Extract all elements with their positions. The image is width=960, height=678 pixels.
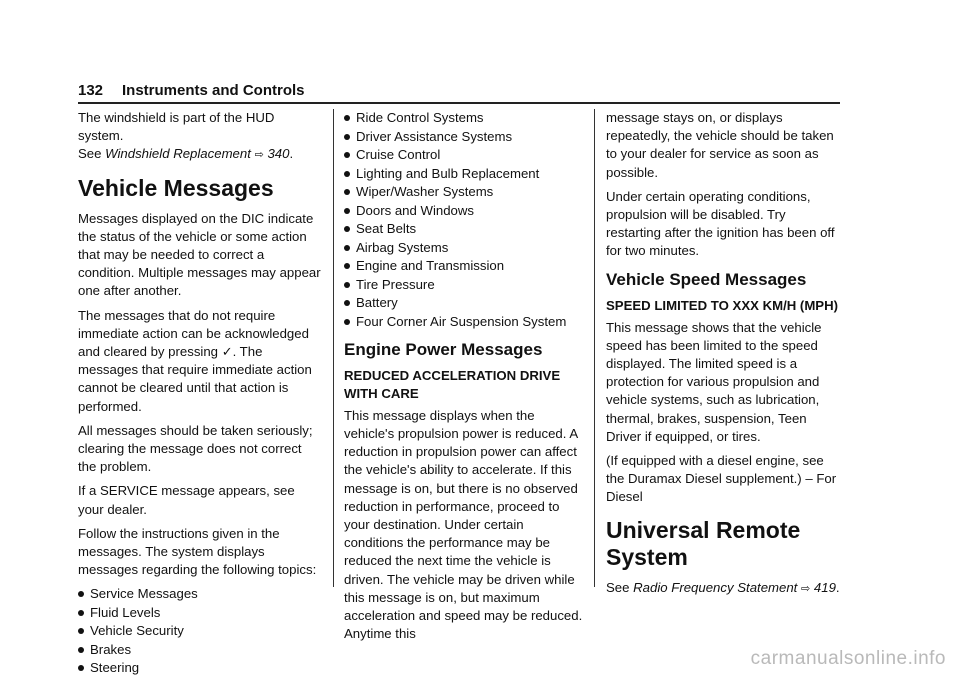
list-item: Airbag Systems	[344, 239, 584, 257]
paragraph-instructions: Follow the instructions given in the messages. The system displays messages regarding the following topics:	[78, 525, 317, 578]
topics-list-1	[78, 585, 322, 677]
heading-reduced-acceleration: REDUCED ACCELERATION DRIVE WITH CARE	[344, 367, 561, 401]
paragraph-service: If a SERVICE message appears, see your dealer.	[78, 483, 295, 517]
column-3	[606, 109, 844, 604]
bullet-icon	[344, 115, 350, 121]
paragraph-diesel: (If equipped with a diesel engine, see the Duramax Diesel supplement.) – For Diesel	[606, 453, 837, 505]
bullet-icon	[344, 189, 350, 195]
column-divider-2	[594, 109, 595, 587]
bullet-icon	[78, 665, 84, 671]
page-ref-340[interactable]: 340	[267, 146, 290, 162]
bullet-icon	[344, 134, 350, 140]
page-number: 132	[78, 82, 104, 99]
column-1	[78, 109, 322, 678]
page-ref-arrow-icon: ⇨	[254, 149, 264, 162]
list-item: Driver Assistance Systems	[344, 128, 584, 146]
bullet-icon	[344, 152, 350, 158]
paragraph-seriously: All messages should be taken seriously; clearing the message does not correct the problem.	[78, 422, 313, 475]
hud-intro: The windshield is part of the HUD system. See Windshield Replacement ⇨ 340.	[78, 110, 294, 162]
radio-frequency-link[interactable]: Radio Frequency Statement	[633, 579, 798, 595]
page-ref-419[interactable]: 419	[813, 579, 836, 595]
bullet-icon	[78, 647, 84, 653]
list-item: Battery	[344, 294, 584, 312]
list-item: Engine and Transmission	[344, 257, 584, 275]
paragraph-speed-limited: This message shows that the vehicle speed has been limited to the speed displayed. The limited speed is a protection for various propulsion and vehicle systems, such as lubrication, thermal, brakes, suspension, Teen Driver if equipped, or tires.	[606, 319, 822, 444]
column-2	[344, 109, 584, 649]
list-item: Four Corner Air Suspension System	[344, 313, 584, 331]
topics-list-2	[344, 109, 584, 331]
column-divider-1	[333, 109, 334, 587]
bullet-icon	[344, 300, 350, 306]
watermark: carmanualsonline.info	[750, 648, 946, 669]
heading-speed-limited: SPEED LIMITED TO XXX KM/H (MPH)	[606, 297, 839, 313]
list-item: Doors and Windows	[344, 202, 584, 220]
page-header	[78, 80, 840, 104]
paragraph-message-stays: message stays on, or displays repeatedly, the vehicle should be taken to your dealer for service as soon as possible.	[606, 110, 834, 180]
bullet-icon	[344, 263, 350, 269]
list-item: Seat Belts	[344, 220, 584, 238]
list-item: Wiper/Washer Systems	[344, 183, 584, 201]
heading-universal-remote-system: Universal Remote System	[606, 516, 801, 570]
paragraph-propulsion-disabled: Under certain operating conditions, propulsion will be disabled. Try restarting after the ignition has been off for two minutes.	[606, 188, 835, 259]
section-title: Instruments and Controls	[122, 82, 305, 99]
bullet-icon	[78, 610, 84, 616]
bullet-icon	[344, 226, 350, 232]
paragraph-reduced-acceleration: This message displays when the vehicle's propulsion power is reduced. A reduction in propulsion power can affect the vehicle's ability to accelerate. If this message is on, but there is no observed reduction in performance, proceed to your destination. Under certain conditions the performance may be reduced the next time the vehicle is driven. The vehicle may be driven while this message is on, but maximum acceleration and speed may be reduced. Anytime this	[344, 407, 583, 642]
list-item: Ride Control Systems	[344, 109, 584, 127]
bullet-icon	[344, 208, 350, 214]
bullet-icon	[344, 319, 350, 325]
list-item: Cruise Control	[344, 146, 584, 164]
checkmark-icon: ✓	[221, 344, 233, 360]
paragraph-dic: Messages displayed on the DIC indicate the status of the vehicle or some action that may be needed to correct a condition. Multiple messages may appear one after another.	[78, 210, 321, 299]
list-item: Lighting and Bulb Replacement	[344, 165, 584, 183]
paragraph-see-radio: See Radio Frequency Statement ⇨ 419.	[606, 579, 840, 595]
heading-vehicle-speed-messages: Vehicle Speed Messages	[606, 269, 807, 289]
list-item: Service Messages	[78, 585, 322, 603]
list-item: Fluid Levels	[78, 604, 322, 622]
heading-engine-power-messages: Engine Power Messages	[344, 339, 543, 359]
list-item: Steering	[78, 659, 322, 677]
bullet-icon	[344, 171, 350, 177]
list-item: Vehicle Security	[78, 622, 322, 640]
page-ref-arrow-icon: ⇨	[801, 582, 811, 595]
bullet-icon	[344, 282, 350, 288]
heading-vehicle-messages: Vehicle Messages	[78, 174, 274, 201]
list-item: Tire Pressure	[344, 276, 584, 294]
list-item: Brakes	[78, 641, 322, 659]
bullet-icon	[344, 245, 350, 251]
bullet-icon	[78, 628, 84, 634]
bullet-icon	[78, 591, 84, 597]
windshield-replacement-link[interactable]: Windshield Replacement	[105, 146, 251, 162]
paragraph-acknowledge: The messages that do not require immediate action can be acknowledged and cleared by pressing ✓. The messages that require immediate action cannot be cleared until that action is performed.	[78, 307, 312, 414]
